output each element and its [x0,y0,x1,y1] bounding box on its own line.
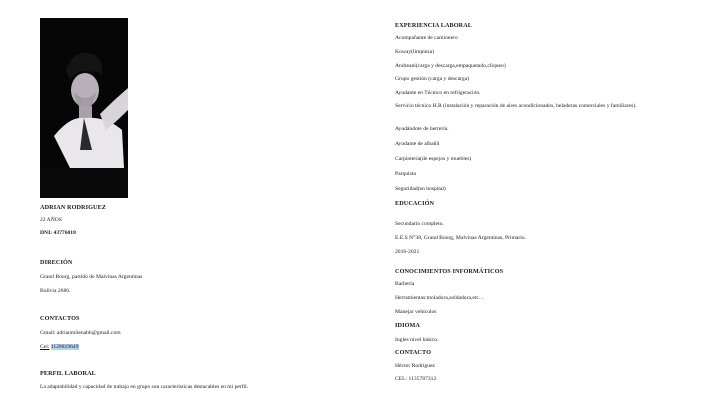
profile-text: La adaptabilidad y capacidad de trabajo en grupo son características destacables en mi perfil. [40,384,249,390]
experience-item: Parquista [395,171,416,177]
contact-phone [40,344,79,351]
education-heading: EDUCACIÓN [395,200,435,207]
skill-item: Barbería [395,281,415,287]
contact-heading: CONTACTO [395,349,431,356]
experience-item: Grupo gestión (carga y descarga) [395,76,470,82]
education-item: 2016-2021 [395,249,420,255]
profile-heading: PERFIL LABORAL [40,370,96,377]
education-item: Secundario completo. [395,221,444,227]
experience-heading: EXPERIENCIA LABORAL [395,22,473,29]
skill-item: Herramientas:moladora,soldadora,etc… [395,295,485,301]
experience-item: Andreani(carga y descarga,empaquetado,cliqueo) [395,63,506,69]
address-line-1: Grand Bourg, partido de Malvinas Argentinas [40,274,143,280]
phone-label: Cel: [40,344,50,350]
phone-number[interactable]: 1128819649 [50,344,79,350]
education-item: E.E.S N°38, Grand Bourg, Malvinas Argentinas, Primario. [395,235,526,241]
experience-item: Ayudante en Técnico en refrigeración. [395,90,481,96]
skill-item: Manejar vehículos [395,309,437,315]
reference-name: Héctor Rodríguez [395,363,435,369]
experience-item: Koway(limpieza) [395,49,435,55]
experience-item: Acompañante de camionero [395,35,458,41]
address-line-2: Bolivia 2686. [40,288,71,294]
language-item: Ingles nivel básico. [395,337,439,343]
language-heading: IDIOMA [395,322,421,329]
candidate-age: 22 AÑOS [40,217,62,223]
contact-email: Gmail: adrianmilenabb@gmail.com [40,330,121,336]
experience-item: Servicio técnico H.R (instalación y reparación de aires acondicionados, heladeras comerciales y familiares). [395,103,637,109]
address-heading: DIRECIÓN [40,259,73,266]
experience-item: Carpintería(de espejos y muebles) [395,156,472,162]
computer-skills-heading: CONOCIMIENTOS INFORMÁTICOS [395,268,504,275]
profile-photo [40,18,128,198]
contacts-heading: CONTACTOS [40,315,80,322]
candidate-name: ADRIAN RODRIGUEZ [40,204,107,211]
experience-item: Ayudándote de herrería. [395,126,449,132]
profile-photo-image [40,18,128,198]
candidate-dni: DNI: 43776018 [40,230,76,236]
experience-item: Ayudante de albañil [395,141,440,147]
left-column [40,18,280,390]
reference-phone: CEL: 1135787312 [395,376,437,382]
experience-item: Seguridad(en hospital) [395,186,446,192]
